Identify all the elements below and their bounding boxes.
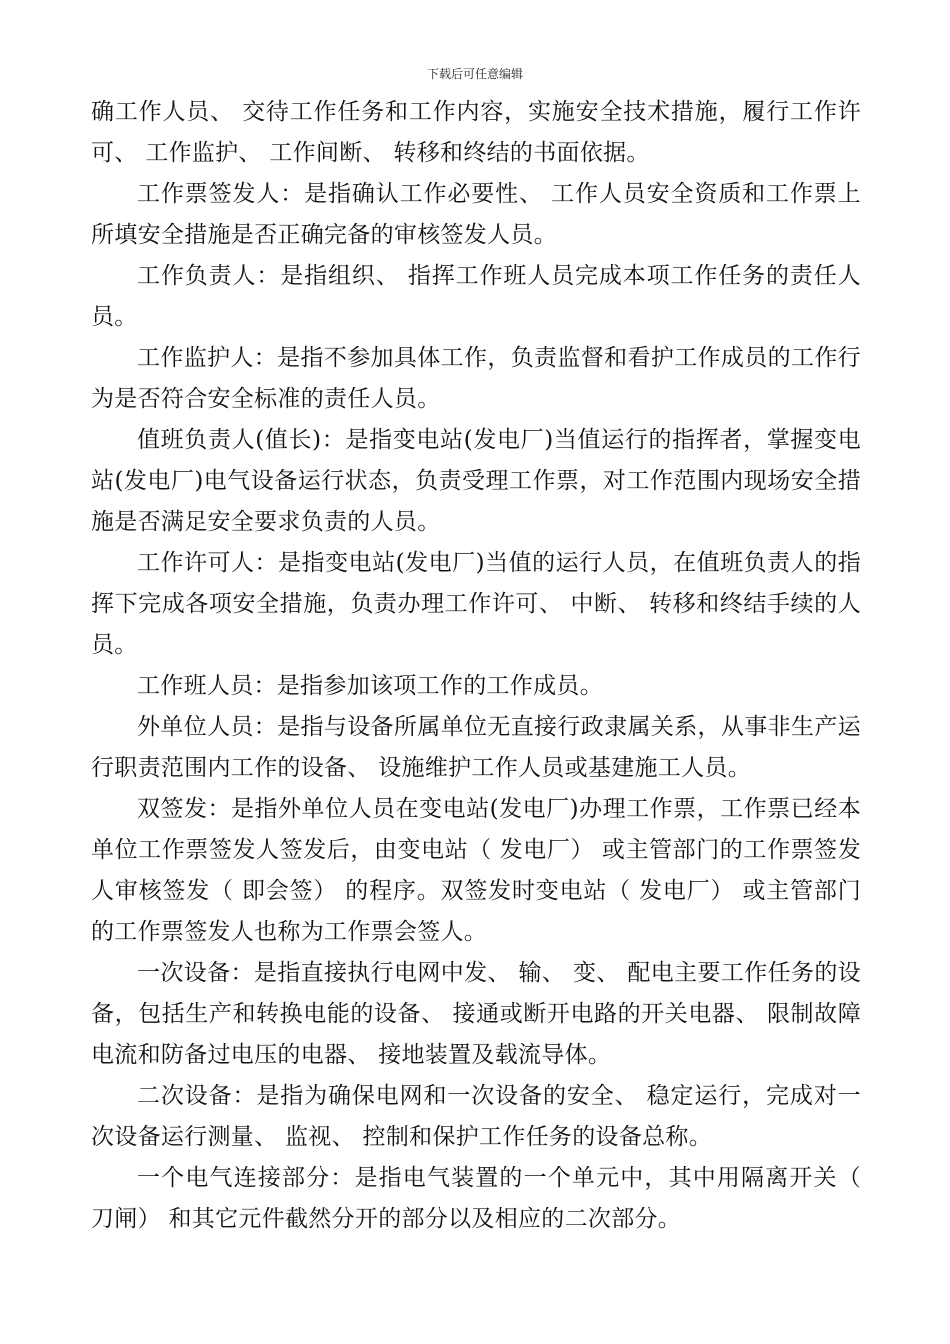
document-body: [91, 92, 861, 1240]
paragraph-work-crew: 工作班人员：是指参加该项工作的工作成员。: [137, 673, 603, 699]
paragraph-work-leader: 工作负责人：是指组织、 指挥工作班人员完成本项工作任务的责任人员。: [91, 263, 861, 330]
paragraph-electrical-connection: 一个电气连接部分：是指电气装置的一个单元中，其中用隔离开关（ 刀闸） 和其它元件截然分开的部分以及相应的二次部分。: [91, 1165, 861, 1232]
paragraph-dual-issuance: 双签发：是指外单位人员在变电站(发电厂)办理工作票，工作票已经本单位工作票签发人签发后，由变电站（ 发电厂） 或主管部门的工作票签发人审核签发（ 即会签） 的程序。双签发时变电站（ 发电厂） 或主管部门的工作票签发人也称为工作票会签人。: [91, 796, 861, 945]
paragraph-secondary-equipment: 二次设备：是指为确保电网和一次设备的安全、 稳定运行，完成对一次设备运行测量、 监视、 控制和保护工作任务的设备总称。: [91, 1083, 861, 1150]
paragraph-work-permitter: 工作许可人：是指变电站(发电厂)当值的运行人员，在值班负责人的指挥下完成各项安全措施，负责办理工作许可、 中断、 转移和终结手续的人员。: [91, 550, 861, 658]
paragraph-continuation: 确工作人员、 交待工作任务和工作内容，实施安全技术措施，履行工作许可、 工作监护、 工作间断、 转移和终结的书面依据。: [91, 99, 861, 166]
paragraph-work-supervisor: 工作监护人：是指不参加具体工作，负责监督和看护工作成员的工作行为是否符合安全标准的责任人员。: [91, 345, 861, 412]
paragraph-external-personnel: 外单位人员：是指与设备所属单位无直接行政隶属关系，从事非生产运行职责范围内工作的设备、 设施维护工作人员或基建施工人员。: [91, 714, 861, 781]
page-header: 下载后可任意编辑: [426, 67, 523, 81]
paragraph-primary-equipment: 一次设备：是指直接执行电网中发、 输、 变、 配电主要工作任务的设备，包括生产和转换电能的设备、 接通或断开电路的开关电器、 限制故障电流和防备过电压的电器、 接地装置及载流导体。: [91, 960, 861, 1068]
paragraph-ticket-issuer: 工作票签发人：是指确认工作必要性、 工作人员安全资质和工作票上所填安全措施是否正确完备的审核签发人员。: [91, 181, 861, 248]
paragraph-shift-leader: 值班负责人(值长)：是指变电站(发电厂)当值运行的指挥者，掌握变电站(发电厂)电气设备运行状态，负责受理工作票，对工作范围内现场安全措施是否满足安全要求负责的人员。: [91, 427, 861, 535]
